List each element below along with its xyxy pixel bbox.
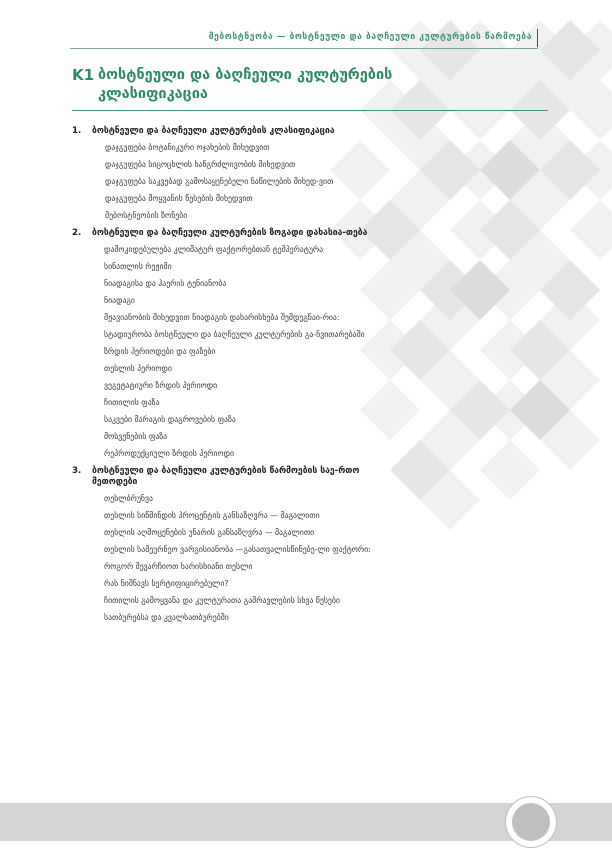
toc-item: საკვები მარაგის დაგროვების ფაზა bbox=[104, 415, 236, 424]
header-divider bbox=[537, 29, 538, 47]
running-header bbox=[70, 28, 538, 49]
toc-item: რეპროდუქციული ზრდის პერიოდი bbox=[104, 449, 235, 458]
toc-item: მებოსტნეობის ზონები bbox=[105, 211, 188, 220]
toc-item: თესლბრუნვა bbox=[104, 494, 153, 503]
running-header-title: მებოსტნეობა — ბოსტნეული და ბაღჩეული კულტურების წარმოება bbox=[208, 32, 532, 42]
section-title: ბოსტნეული და ბაღჩეული კულტურების ზოგადი დახასია-თება bbox=[92, 228, 368, 238]
toc-item: სტადიურობა ბოსტნეული და ბაღჩეული კულტურების გა-ნვითარებაში bbox=[104, 330, 365, 339]
toc-item: ჩითილის ფაზა bbox=[104, 398, 160, 407]
toc-item: რას ნიშნავს სერტიფიცირებული? bbox=[104, 579, 229, 588]
section-heading bbox=[72, 228, 392, 239]
chapter-title: ბოსტნეული და ბაღჩეული კულტურების კლასიფიკაცია bbox=[98, 67, 393, 102]
toc-section-2 bbox=[72, 228, 392, 459]
toc-item: მოსვენების ფაზა bbox=[104, 432, 168, 441]
section-title: ბოსტნეული და ბაღჩეული კულტურების წარმოების საე-რთო მეთოდები bbox=[92, 466, 360, 487]
toc-item: ნიადაგი bbox=[104, 296, 135, 305]
toc-item: ვეგეტატიური ზრდის პერიოდი bbox=[104, 381, 218, 390]
toc-item: როგორ შევარჩიოთ ხარისხიანი თესლი bbox=[104, 562, 253, 571]
toc-section-3 bbox=[72, 466, 392, 623]
toc-item: დამოკიდებულება კლიმატურ ფაქტორებთან ტემპერატურა bbox=[104, 245, 324, 254]
page-number-badge-inner bbox=[512, 803, 550, 841]
toc-item: თესლის სიწმინდის პროცენტის განსაზღვრა — მაგალითი bbox=[104, 511, 320, 520]
toc-item: მჟავიანობის მიხედვით ნიადაგის დახარისხება შემდეგნაი-რია: bbox=[104, 313, 340, 322]
toc-section-1 bbox=[72, 126, 392, 221]
toc-item: ჩითილის გამოყვანა და კულტურათა გამრავლების სხვა წესები bbox=[104, 596, 340, 605]
toc-item: თესლის სამეურნეო ვარგისიანობა —გასათვალისწინებე-ლი ფაქტორი: bbox=[104, 545, 371, 554]
table-of-contents bbox=[72, 124, 392, 630]
section-number: 1. bbox=[72, 126, 82, 136]
toc-item: დაჯგუფება სიცოცხლის ხანგრძლივობის მიხედვით bbox=[105, 160, 296, 169]
toc-item: დაჯგუფება მოყვანის წესების მიხედვით bbox=[105, 194, 253, 203]
chapter-heading bbox=[72, 64, 548, 111]
toc-item: სათბურებსა და კვალსათბურებში bbox=[104, 613, 229, 622]
section-number: 3. bbox=[72, 466, 82, 476]
toc-item: სინათლის რეჟიმი bbox=[104, 262, 172, 271]
toc-item: ზრდის პერიოდები და ფაზები bbox=[104, 347, 216, 356]
chapter-code: K1 bbox=[72, 66, 95, 84]
section-title: ბოსტნეული და ბაღჩეული კულტურების კლასიფიკაცია bbox=[92, 126, 335, 136]
toc-item: თესლის პერიოდი bbox=[104, 364, 172, 373]
toc-item: დაჯგუფება ბოტანიკური ოჯახების მიხედვით bbox=[105, 143, 270, 152]
section-number: 2. bbox=[72, 228, 82, 238]
toc-item: დაჯგუფება საკვებად გამოსაყენებელი ნაწილების მიხედ-ვით bbox=[105, 177, 334, 186]
section-heading bbox=[72, 466, 392, 488]
toc-item: თესლის აღმოცენების უნარის განსაზღვრა — მაგალითი bbox=[104, 528, 315, 537]
section-heading bbox=[72, 126, 392, 137]
toc-item: ნიადაგისა და ჰაერის ტენიანობა bbox=[104, 279, 227, 288]
page-number-badge bbox=[505, 796, 557, 848]
